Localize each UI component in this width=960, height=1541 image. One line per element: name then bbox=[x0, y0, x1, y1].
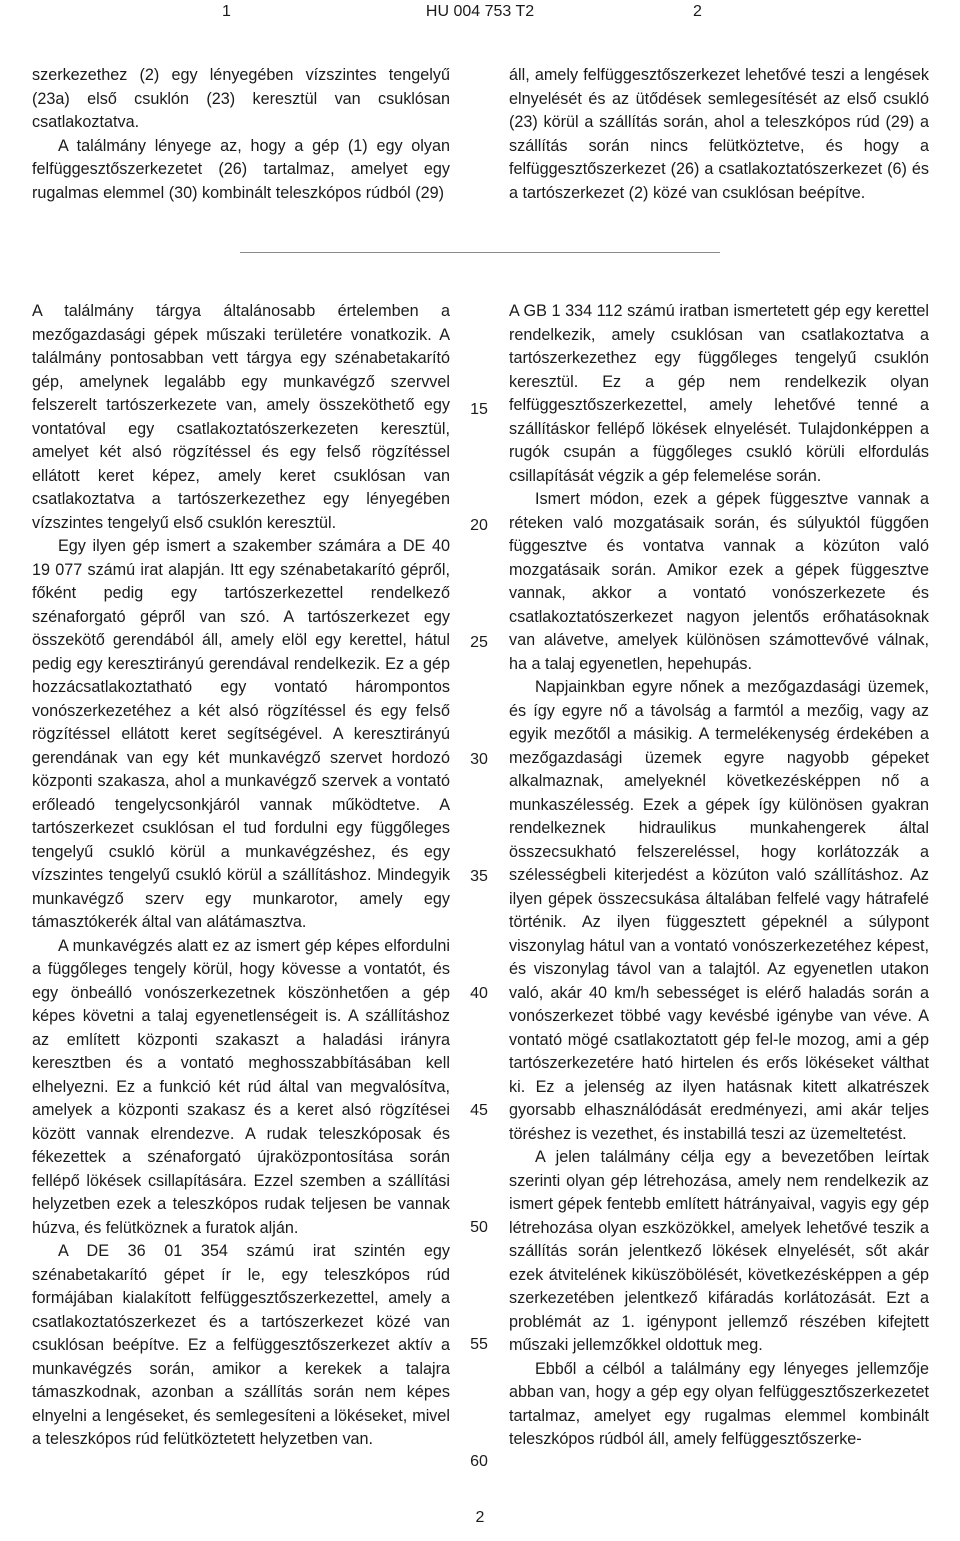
line-number: 20 bbox=[470, 517, 488, 534]
line-number: 55 bbox=[470, 1336, 488, 1353]
description-paragraph: A találmány tárgya általánosabb értelemben a mezőgazdasági gépek műszaki területére vonatkozik. A találmány pontosabban vett tárgya egy szénabetakarító gép, amelynek legalább egy munkavégző szervvel felszerelt tartószerkezete van, amely összeköthető egy vontatóval egy csatlakoztatószerkezeten keresztül, amelyet két alsó rögzítéssel és egy felső rögzítéssel ellátott keret képez, amely keret csuklósan van csatlakoztatva a tartószerkezethez egy lényegében vízszintes tengelyű első csuklón keresztül. bbox=[32, 302, 450, 532]
line-number: 40 bbox=[470, 985, 488, 1002]
abstract-right-column bbox=[509, 64, 929, 205]
description-paragraph: Egy ilyen gép ismert a szakember számára a DE 40 19 077 számú irat alapján. Itt egy szénabetakarító gépről, főként pedig egy tartószerkezettel rendelkező szénaforgató gépről van szó. A tartószerkezet egy összekötő gerendából áll, amely elöl egy kerettel, hátul pedig egy keresztirányú gerendával rendelkezik. Ez a gép hozzácsatlakoztatható egy vontató hárompontos vonószerkezetéhez a két alsó rögzítéssel és egy felső rögzítéssel ellátott keret segítségével. A keresztirányú gerendának van egy két munkavégző szervet hordozó központi szakasza, ahol a munkavégző szervek a vontató erőleadó tengelycsonkjáról vannak működtetve. A tartószerkezet csuklósan el tud fordulni egy függőleges tengelyű csukló körül a munkavégzéshez, és egy vízszintes tengelyű csukló körül a szállításhoz. Mindegyik munkavégző szerv egy munkarotor, amely egy támasztókerék által van alátámasztva. bbox=[32, 537, 450, 931]
line-number: 60 bbox=[470, 1453, 488, 1470]
line-number: 30 bbox=[470, 751, 488, 768]
abstract-paragraph: szerkezethez (2) egy lényegében vízszintes tengelyű (23a) első csuklón (23) keresztül van csuklósan csatlakoztatva. bbox=[32, 66, 450, 131]
page-number-footer: 2 bbox=[475, 1509, 485, 1526]
abstract-paragraph: A találmány lényege az, hogy a gép (1) egy olyan felfüggesztőszerkezetet (26) tartalmaz, amelyet egy rugalmas elemmel (30) kombinált teleszkópos rúdból (29) bbox=[32, 136, 450, 202]
abstract-left-column bbox=[32, 64, 450, 205]
description-paragraph: A GB 1 334 112 számú iratban ismertetett gép egy kerettel rendelkezik, amely csuklósan van csatlakoztatva a tartószerkezethez egy függőleges tengelyű csuklón keresztül. Ez a gép nem rendelkezik olyan felfüggesztőszerkezettel, amely lehetővé tenné a szállításkor fellépő lökések elnyelését. Tulajdonképpen a rugók csupán a függőleges csukló körüli elfordulás csillapítását végzik a gép felemelése során. bbox=[509, 302, 929, 485]
description-paragraph: A jelen találmány célja egy a bevezetőben leírtak szerinti olyan gép létrehozása, amely nem rendelkezik az ismert gépek fentebb említett hátrányaival, vagyis egy gép létrehozása olyan eszközökkel, amelyek lehetővé teszik a szállítás során jelentkező lökések elnyelését, sőt akár ezek átvitelének kiküszöbölését, következésképpen a gép szerkezetében jelentkező kifáradás korlátozását. Ezt a problémát az 1. igénypont jellemző részében kifejtett műszaki jellemzőkkel oldottuk meg. bbox=[509, 1148, 929, 1354]
line-number: 35 bbox=[470, 868, 488, 885]
abstract-paragraph: áll, amely felfüggesztőszerkezet lehetővé teszi a lengések elnyelését és az ütődések semlegesítését az első csukló (23) körül a szállítás során, ahol a teleszkópos rúd (29) a szállítás során nincs felütköztetve, és hogy a felfüggesztőszerkezet (26) a csatlakoztatószerkezet (6) és a tartószerkezet (2) közé van csuklósan beépítve. bbox=[509, 66, 929, 202]
description-left-column bbox=[32, 300, 450, 1452]
description-paragraph: A munkavégzés alatt ez az ismert gép képes elfordulni a függőleges tengely körül, hogy kövesse a vontatót, és egy önbeálló vonószerkezetnek köszönhetően a gép képes követni a talaj egyenetlenségeit is. A szállításhoz az említett központi szakaszt a haladási irányra keresztben és a vontató meghosszabbításában kell elhelyezni. Ez a funkció két rúd által van megvalósítva, amelyek a központi szakasz és a keret alsó rögzítései között vannak elrendezve. A rudak teleszkóposak és fékezettek a szénaforgató újraközpontosítása során fellépő lökések csillapítására. Ezzel szemben a szállítási helyzetben ezek a teleszkópos rudak teljesen be vannak húzva, és felütköznek a furatok alján. bbox=[32, 936, 450, 1237]
left-page-number: 1 bbox=[222, 3, 231, 20]
description-paragraph: A DE 36 01 354 számú irat szintén egy szénabetakarító gépet ír le, egy teleszkópos rúd formájában kialakított felfüggesztőszerkezettel, amely a csatlakoztatószerkezet és a tartószerkezet közé van csuklósan beépítve. Ez a felfüggesztőszerkezet aktív a munkavégzés során, amikor a kerekek a talajra támaszkodnak, azonban a szállítás során nem képes elnyelni a lengéseket, és semlegesíteni a lökéseket, mivel a teleszkópos rúd felütköztetett helyzetben van. bbox=[32, 1242, 450, 1448]
description-paragraph: Napjainkban egyre nőnek a mezőgazdasági üzemek, és így egyre nő a távolság a farmtól a mezőig, vagy az egyik mezőtől a másikig. A termelékenység érdekében a mezőgazdasági üzemek egyre nagyobb gépeket alkalmaznak, amelyeknél következésképpen nő a munkaszélesség. Ezek a gépek így különösen gyakran rendelkeznek hidraulikus munkahengerek által összecsukható felszereléssel, hogy korlátozzák a szélességbeli kiterjedést a közúton való szállításhoz. Az ilyen gépek összecsukása általában felfelé vagy hátrafelé történik. Az ilyen függesztett gépeknél a súlypont viszonylag hátul van a vontató vonószerkezetéhez képest, és viszonylag távol van a talajtól. Az egyenetlen utakon való, akár 40 km/h sebességet is elérő haladás során a vonószerkezet többé vagy kevésbé igénybe van véve. A vontató mögé csatlakoztatott gép fel-le mozog, ami a gép tartószerkezetére ható hirtelen és erős lökéseket válthat ki. Ez a jelenség az ilyen hatásnak kitett alkatrészek gyorsabb elhasználódását eredményezi, ami akár teljes töréshez is vezethet, és instabillá teszi az üzemeltetést. bbox=[509, 678, 929, 1143]
document-id: HU 004 753 T2 bbox=[425, 3, 535, 20]
description-paragraph: Ebből a célból a találmány egy lényeges jellemzője abban van, hogy a gép egy olyan felfüggesztőszerkezetet tartalmaz, amelyet egy rugalmas elemmel kombinált teleszkópos rúdból áll, amely felfüggesztőszerke- bbox=[509, 1359, 929, 1448]
right-page-number: 2 bbox=[693, 3, 702, 20]
line-number: 25 bbox=[470, 634, 488, 651]
section-divider bbox=[240, 252, 720, 253]
line-number: 45 bbox=[470, 1102, 488, 1119]
line-number: 15 bbox=[470, 401, 488, 418]
line-number: 50 bbox=[470, 1219, 488, 1236]
description-paragraph: Ismert módon, ezek a gépek függesztve vannak a réteken való mozgatásaik során, és súlyuktól függően függesztve és vontatva vannak a közúton való mozgatásaik során. Amikor ezek a gépek függesztve vannak, akkor a vontató vonószerkezete és csatlakoztatószerkezet nagyon jelentős erőhatásoknak van alávetve, amelyek különösen számottevővé válnak, ha a talaj egyenetlen, hepehupás. bbox=[509, 490, 929, 673]
description-right-column bbox=[509, 300, 929, 1452]
